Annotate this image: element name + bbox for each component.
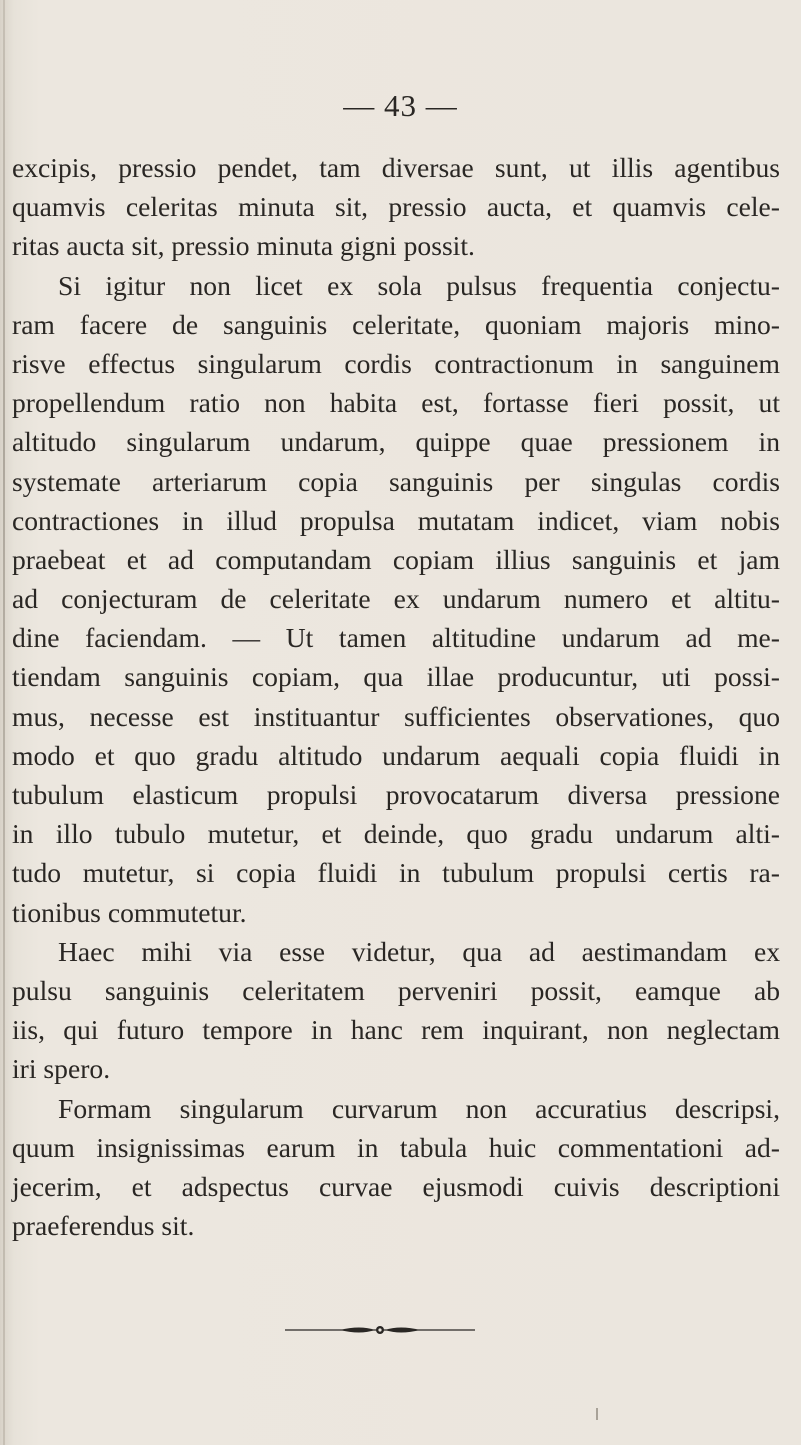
- text-line: Formam singularum curvarum non accuratius descripsi,: [58, 1092, 780, 1124]
- text-line: jecerim, et adspectus curvae ejusmodi cuivis descriptioni: [12, 1170, 780, 1202]
- text-line: modo et quo gradu altitudo undarum aequali copia fluidi in: [12, 739, 780, 771]
- text-line: dine faciendam. — Ut tamen altitudine undarum ad me-: [12, 622, 780, 654]
- text-line: ram facere de sanguinis celeritate, quoniam majoris mino-: [12, 308, 780, 340]
- text-line: excipis, pressio pendet, tam diversae sunt, ut illis agentibus: [12, 152, 780, 183]
- text-line: propellendum ratio non habita est, fortasse fieri possit, ut: [12, 387, 780, 419]
- text-line: Haec mihi via esse videtur, qua ad aestimandam ex: [58, 935, 780, 967]
- stray-mark: [596, 1408, 598, 1420]
- text-line: ritas aucta sit, pressio minuta gigni possit.: [12, 230, 475, 262]
- page-number: — 43 —: [343, 88, 458, 123]
- text-line: tionibus commutetur.: [12, 896, 247, 928]
- text-line: in illo tubulo mutetur, et deinde, quo gradu undarum alti-: [12, 818, 780, 850]
- text-line: praeferendus sit.: [12, 1210, 195, 1242]
- text-line: contractiones in illud propulsa mutatam indicet, viam nobis: [12, 504, 780, 536]
- text-line: tudo mutetur, si copia fluidi in tubulum propulsi certis ra-: [12, 857, 780, 889]
- text-line: tubulum elasticum propulsi provocatarum diversa pressione: [12, 779, 780, 810]
- text-line: praebeat et ad computandam copiam illius sanguinis et jam: [12, 543, 780, 575]
- text-line: Si igitur non licet ex sola pulsus frequentia conjectu-: [58, 269, 780, 301]
- gutter-shadow: [3, 0, 5, 1445]
- section-rule-ornament-icon: [285, 1324, 475, 1336]
- text-line: pulsu sanguinis celeritatem perveniri possit, eamque ab: [12, 974, 780, 1006]
- text-line: iri spero.: [12, 1053, 111, 1085]
- text-line: ad conjecturam de celeritate ex undarum numero et altitu-: [12, 583, 780, 615]
- text-line: iis, qui futuro tempore in hanc rem inquirant, non neglectam: [12, 1014, 780, 1046]
- text-line: quamvis celeritas minuta sit, pressio aucta, et quamvis cele-: [12, 191, 780, 223]
- text-line: altitudo singularum undarum, quippe quae pressionem in: [12, 426, 780, 458]
- text-line: risve effectus singularum cordis contractionum in sanguinem: [12, 347, 780, 379]
- text-line: systemate arteriarum copia sanguinis per singulas cordis: [12, 465, 780, 497]
- text-line: tiendam sanguinis copiam, qua illae producuntur, uti possi-: [12, 661, 780, 693]
- body-text: [12, 148, 780, 1245]
- text-line: mus, necesse est instituantur sufficientes observationes, quo: [12, 700, 780, 732]
- text-line: quum insignissimas earum in tabula huic commentationi ad-: [12, 1131, 780, 1163]
